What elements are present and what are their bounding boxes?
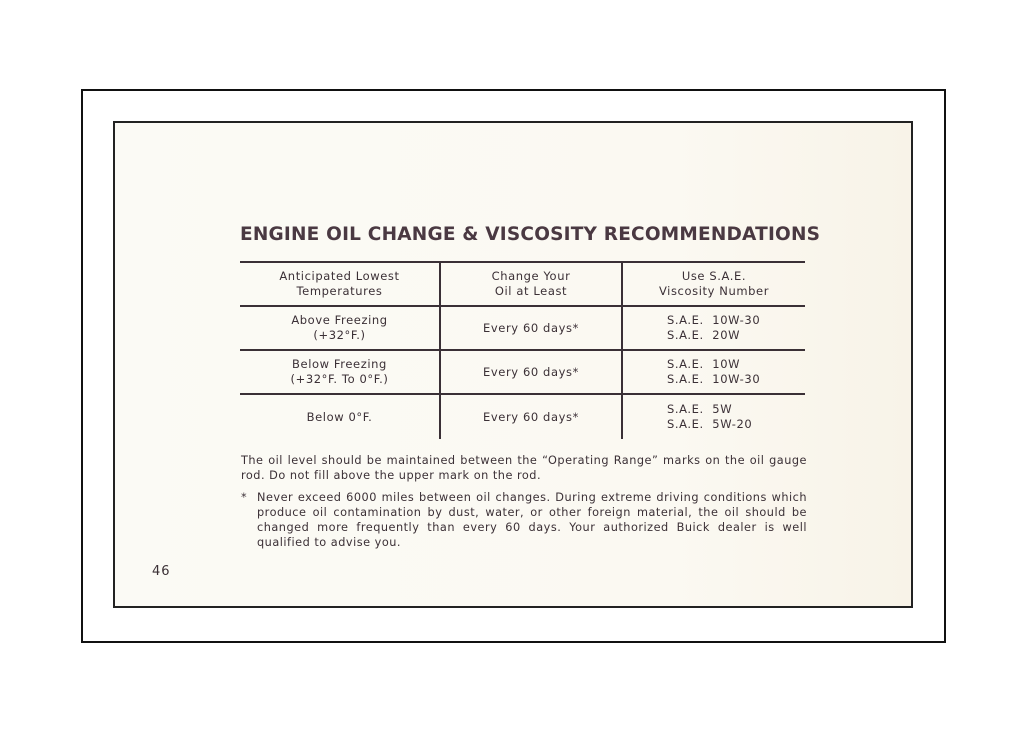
oil-recommendations-table	[240, 261, 805, 439]
temp-cell: Above Freezing (+32°F.)	[240, 306, 440, 350]
footnote-text: Never exceed 6000 miles between oil changes. During extreme driving conditions which produce oil contamination by dust, water, or other foreign material, the oil should be changed more frequently than every 60 days. Your authorized Buick dealer is well qualified to advise you.	[257, 491, 807, 549]
header-temperatures: Anticipated Lowest Temperatures	[240, 262, 440, 306]
oil-level-paragraph: The oil level should be maintained between the “Operating Range” marks on the oil gauge rod. Do not fill above the upper mark on the rod.	[241, 454, 807, 482]
temp-cell: Below 0°F.	[240, 394, 440, 439]
footnote	[241, 490, 807, 550]
change-cell: Every 60 days*	[440, 394, 622, 439]
table-row	[240, 394, 805, 439]
sae-cell: S.A.E. 10W-30 S.A.E. 20W	[622, 306, 805, 350]
page-title: ENGINE OIL CHANGE & VISCOSITY RECOMMENDATIONS	[240, 224, 821, 245]
table-header-row	[240, 262, 805, 306]
table-row	[240, 350, 805, 394]
change-cell: Every 60 days*	[440, 350, 622, 394]
footnote-marker: *	[241, 491, 248, 504]
sae-cell: S.A.E. 10W S.A.E. 10W-30	[622, 350, 805, 394]
page-number: 46	[152, 564, 171, 579]
temp-cell: Below Freezing (+32°F. To 0°F.)	[240, 350, 440, 394]
sae-cell: S.A.E. 5W S.A.E. 5W-20	[622, 394, 805, 439]
header-viscosity: Use S.A.E. Viscosity Number	[622, 262, 805, 306]
table-row	[240, 306, 805, 350]
header-change: Change Your Oil at Least	[440, 262, 622, 306]
change-cell: Every 60 days*	[440, 306, 622, 350]
